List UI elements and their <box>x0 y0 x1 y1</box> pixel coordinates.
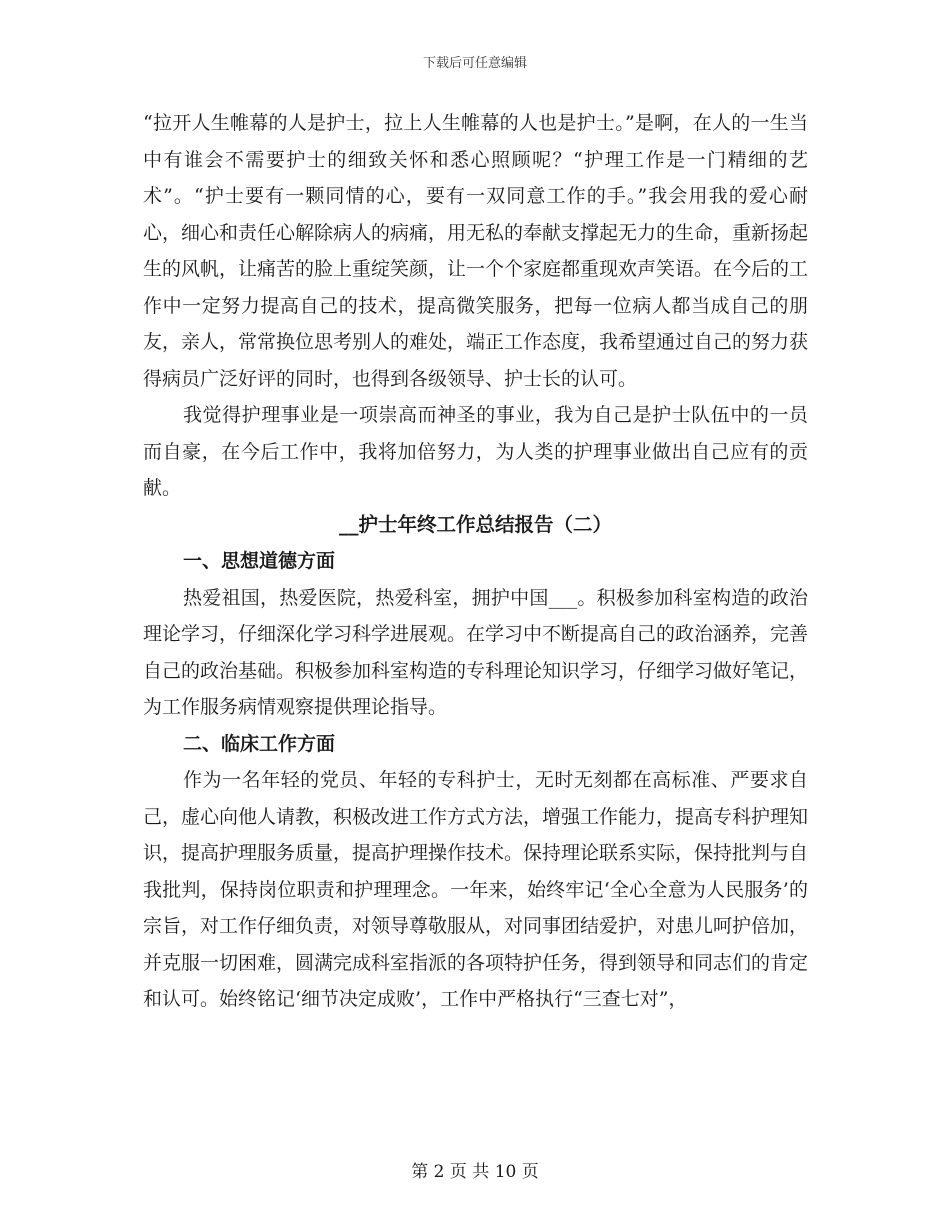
intro-paragraph: “拉开人生帷幕的人是护士，拉上人生帷幕的人也是护士。”是啊，在人的一生当中有谁会不需要护士的细致关怀和悉心照顾呢？“护理工作是一门精细的艺术”。“护士要有一颗同情的心，要有一双同意工作的手。”我会用我的爱心耐心，细心和责任心解除病人的病痛，用无私的奉献支撑起无力的生命，重新扬起生的风帆，让痛苦的脸上重绽笑颜，让一个个家庭都重现欢声笑语。在今后的工作中一定努力提高自己的技术，提高微笑服务，把每一位病人都当成自己的朋友，亲人，常常换位思考别人的难处，端正工作态度，我希望通过自己的努力获得病员广泛好评的同时，也得到各级领导、护士长的认可。 <box>143 112 809 390</box>
section-paragraph-clinical: 作为一名年轻的党员、年轻的专科护士，无时无刻都在高标准、严要求自己，虚心向他人请教，积极改进工作方式方法，增强工作能力，提高专科护理知识，提高护理服务质量，提高护理操作技术。保持理论联系实际，保持批判与自我批判，保持岗位职责和护理理念。一年来，始终牢记‘全心全意为人民服务’的宗旨，对工作仔细负责，对领导尊敬服从，对同事团结爱护，对患儿呵护倍加，并克服一切困难，圆满完成科室指派的各项特护任务，得到领导和同志们的肯定和认可。始终铭记‘细节决定成败’，工作中严格执行“三查七对”， <box>143 769 809 1010</box>
section-heading-ideology: 一、思想道德方面 <box>183 550 336 572</box>
document-body <box>143 105 808 1018</box>
closing-paragraph: 我觉得护理事业是一项崇高而神圣的事业，我为自己是护士队伍中的一员而自豪，在今后工作中，我将加倍努力，为人类的护理事业做出自己应有的贡献。 <box>143 404 808 499</box>
report-title: __护士年终工作总结报告（二） <box>338 512 612 536</box>
page-number: 第 2 页 共 10 页 <box>411 1162 539 1182</box>
section-paragraph-ideology: 热爱祖国，热爱医院，热爱科室，拥护中国___。积极参加科室构造的政治理论学习，仔细深化学习科学进展观。在学习中不断提高自己的政治涵养，完善自己的政治基础。积极参加科室构造的专科理论知识学习，仔细学习做好笔记，为工作服务病情观察提供理论指导。 <box>143 586 809 718</box>
page-header-note: 下载后可任意编辑 <box>422 56 527 71</box>
section-heading-clinical: 二、临床工作方面 <box>183 732 336 755</box>
